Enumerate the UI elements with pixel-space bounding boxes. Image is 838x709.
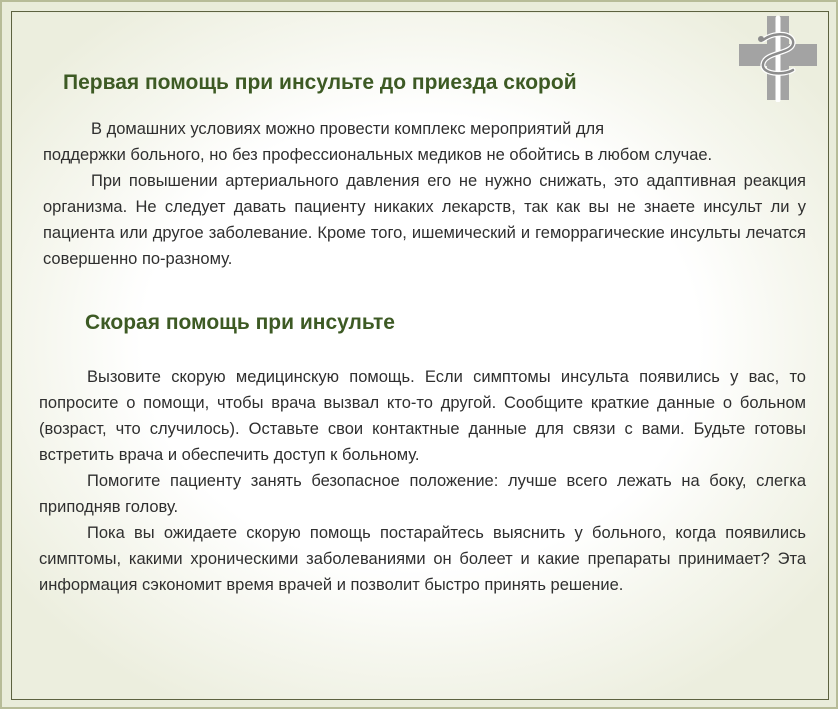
section2-paragraph-2: Помогите пациенту занять безопасное положение: лучше всего лежать на боку, слегка приподняв голову. <box>39 472 806 516</box>
section2-paragraph-3: Пока вы ожидаете скорую помощь постарайтесь выяснить у больного, когда появились симптомы, какими хроническими заболеваниями он болеет и какие препараты принимает? Эта информация сэкономит время врачей и позволит быстро принять решение. <box>39 524 806 594</box>
section1-paragraph-1 <box>43 116 712 168</box>
section2-paragraph-1: Вызовите скорую медицинскую помощь. Если симптомы инсульта появились у вас, то попросите о помощи, чтобы врача вызвал кто-то другой. Сообщите краткие данные о больном (возраст, что случилось). Оставьте свои контактные данные для связи с вами. Будьте готовы встретить врача и обеспечить доступ к больному. <box>39 368 806 464</box>
section2-heading: Скорая помощь при инсульте <box>85 311 395 334</box>
section1-paragraph-1-line-2: поддержки больного, но без профессиональных медиков не обойтись в любом случае. <box>43 146 713 164</box>
section1-heading: Первая помощь при инсульте до приезда скорой <box>63 71 577 94</box>
section1-paragraph-2: При повышении артериального давления его не нужно снижать, это адаптивная реакция организма. Не следует давать пациенту никаких лекарств, так как вы не знаете инсульт ли у пациента или другое заболевание. Кроме того, ишемический и геморрагические инсульты лечатся совершенно по-разному. <box>43 172 806 268</box>
section1-paragraph-1-line-1: В домашних условиях можно провести комплекс мероприятий для <box>91 120 605 138</box>
medical-cross-serpent-icon <box>737 14 819 102</box>
